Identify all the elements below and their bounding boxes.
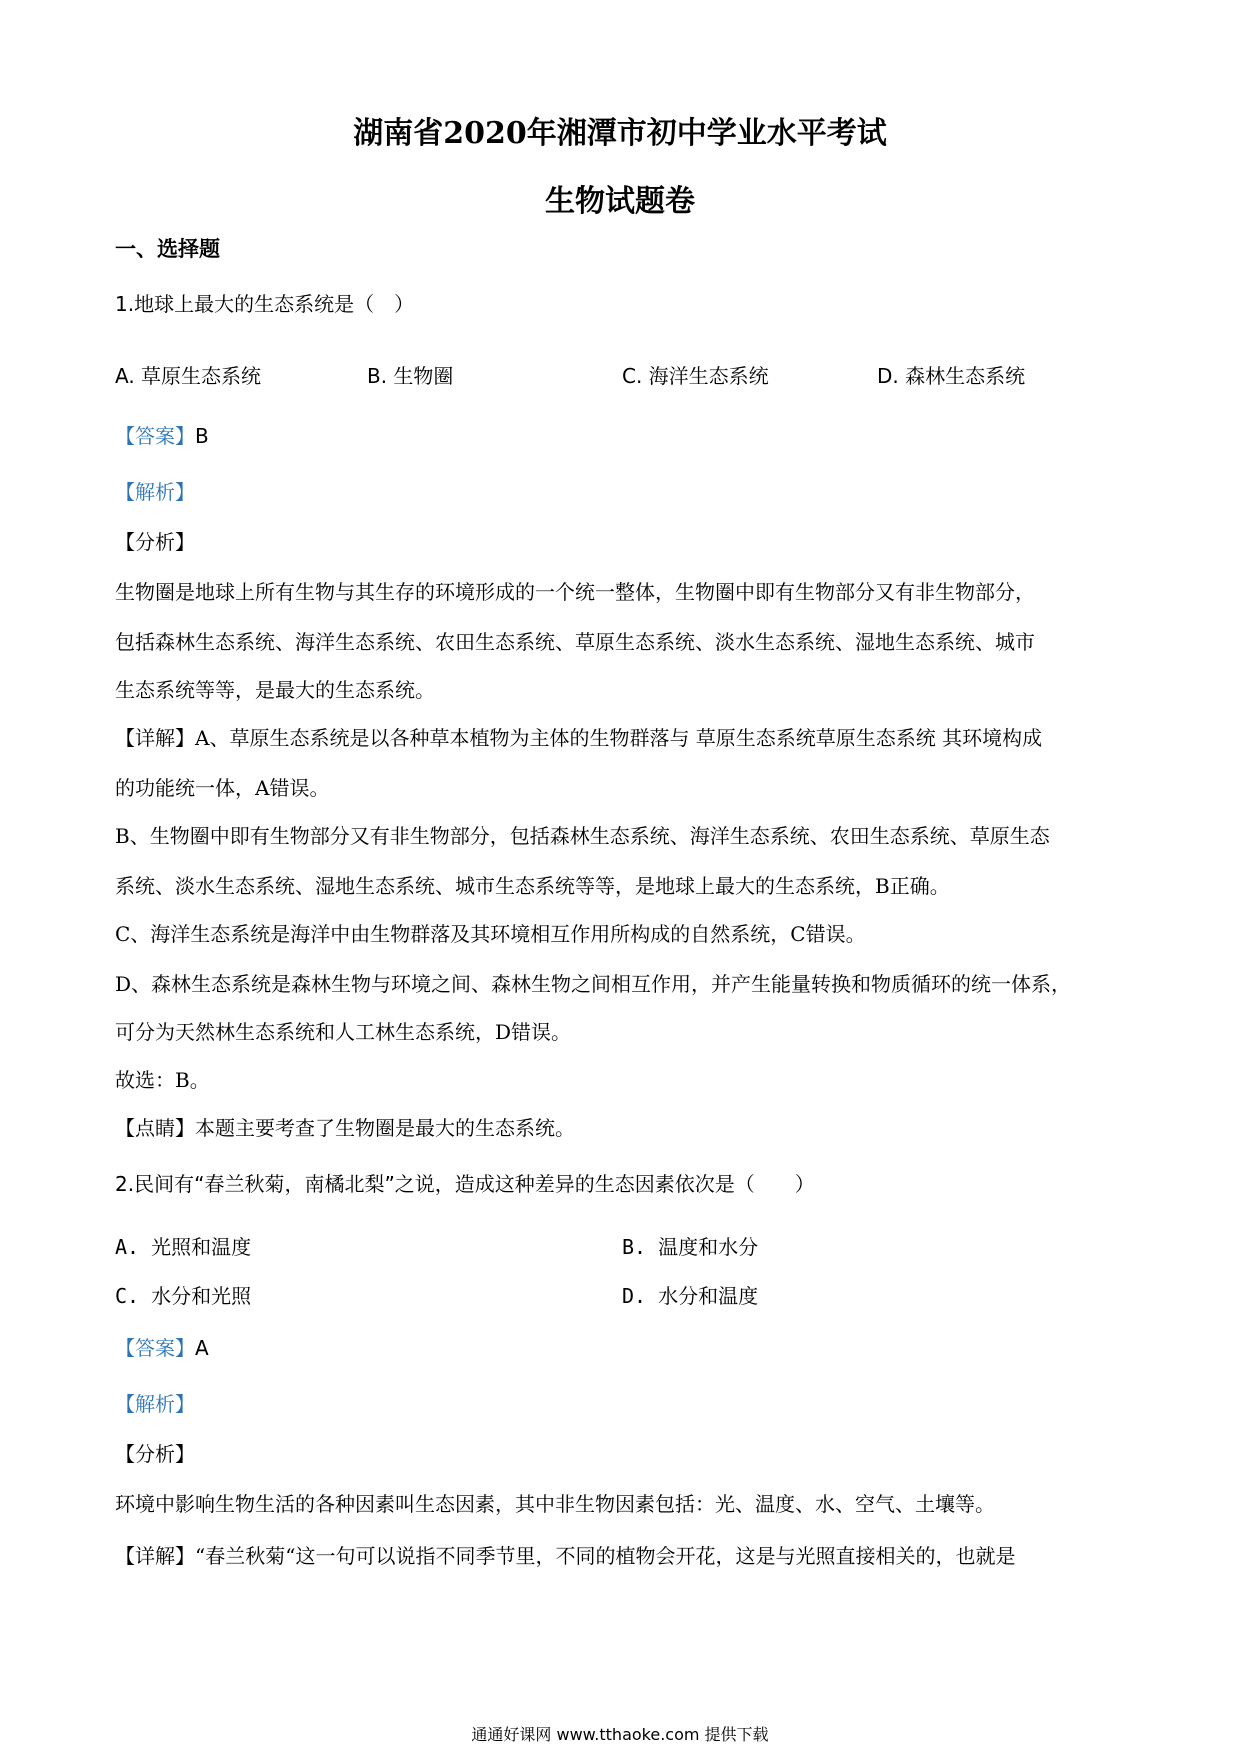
q1-xiangjie-line-6: D、森林生态系统是森林生物与环境之间、森林生物之间相互作用，并产生能量转换和物质循环的统一体系，	[115, 972, 1072, 996]
exam-title: 湖南省2020年湘潭市初中学业水平考试	[353, 116, 887, 151]
q1-option-c: C. 海洋生态系统	[622, 364, 769, 388]
q1-fenxi-line-2: 包括森林生态系统、海洋生态系统、农田生态系统、草原生态系统、淡水生态系统、湿地生态系统、城市	[115, 630, 1035, 654]
xiangjie-label: 【详解】	[115, 726, 195, 750]
q2-fenxi-text: 环境中影响生物生活的各种因素叫生态因素，其中非生物因素包括：光、温度、水、空气、土壤等。	[115, 1492, 995, 1516]
q2-answer	[115, 1338, 209, 1358]
q2-option-d: D. 水分和温度	[622, 1284, 759, 1308]
q1-fenxi-label: 【分析】	[115, 530, 195, 554]
q1-option-b: B. 生物圈	[367, 364, 454, 388]
q1-fenxi-line-3: 生态系统等等，是最大的生态系统。	[115, 678, 435, 702]
exam-subtitle: 生物试题卷	[545, 184, 695, 219]
q1-xiangjie-line-3: B、生物圈中即有生物部分又有非生物部分，包括森林生态系统、海洋生态系统、农田生态系统、草原生态	[115, 824, 1050, 848]
q2-option-a: A. 光照和温度	[115, 1235, 252, 1259]
q1-dianjing	[115, 1118, 575, 1138]
dianjing-label: 【点睛】	[115, 1116, 195, 1140]
q1-xiangjie-line-1	[115, 728, 1042, 748]
answer-value: A	[195, 1336, 209, 1360]
q2-fenxi-label: 【分析】	[115, 1442, 195, 1466]
answer-value: B	[195, 424, 209, 448]
q1-xiangjie-line-4: 系统、淡水生态系统、湿地生态系统、城市生态系统等等，是地球上最大的生态系统，B正确。	[115, 874, 950, 898]
q1-xiangjie-line-7: 可分为天然林生态系统和人工林生态系统，D错误。	[115, 1020, 572, 1044]
q1-jiexi-tag: 【解析】	[115, 480, 195, 504]
q2-jiexi-tag: 【解析】	[115, 1392, 195, 1416]
q2-xiangjie	[115, 1546, 1015, 1566]
xiangjie-text: A、草原生态系统是以各种草本植物为主体的生物群落与 草原生态系统草原生态系统 其环境构成	[195, 726, 1043, 750]
xiangjie-text: “春兰秋菊“这一句可以说指不同季节里，不同的植物会开花，这是与光照直接相关的，也就是	[195, 1544, 1016, 1568]
q1-xiangjie-line-5: C、海洋生态系统是海洋中由生物群落及其环境相互作用所构成的自然系统，C错误。	[115, 922, 866, 946]
q1-conclusion: 故选：B。	[115, 1068, 210, 1092]
q2-option-b: B. 温度和水分	[622, 1235, 759, 1259]
q2-stem: 2.民间有“春兰秋菊，南橘北梨”之说，造成这种差异的生态因素依次是（ ）	[115, 1172, 815, 1196]
q1-fenxi-line-1: 生物圈是地球上所有生物与其生存的环境形成的一个统一整体，生物圈中即有生物部分又有非生物部分，	[115, 580, 1035, 604]
q1-stem: 1.地球上最大的生态系统是（ ）	[115, 292, 415, 316]
answer-tag: 【答案】	[115, 424, 195, 448]
page-footer: 通通好课网 www.tthaoke.com 提供下载	[471, 1725, 769, 1744]
q1-option-d: D. 森林生态系统	[877, 364, 1026, 388]
xiangjie-label: 【详解】	[115, 1544, 195, 1568]
q1-xiangjie-line-2: 的功能统一体，A错误。	[115, 776, 330, 800]
section-heading: 一、选择题	[115, 236, 220, 261]
q1-answer	[115, 426, 209, 446]
dianjing-text: 本题主要考查了生物圈是最大的生态系统。	[195, 1116, 575, 1140]
q2-option-c: C. 水分和光照	[115, 1284, 252, 1308]
answer-tag: 【答案】	[115, 1336, 195, 1360]
q1-option-a: A. 草原生态系统	[115, 364, 262, 388]
